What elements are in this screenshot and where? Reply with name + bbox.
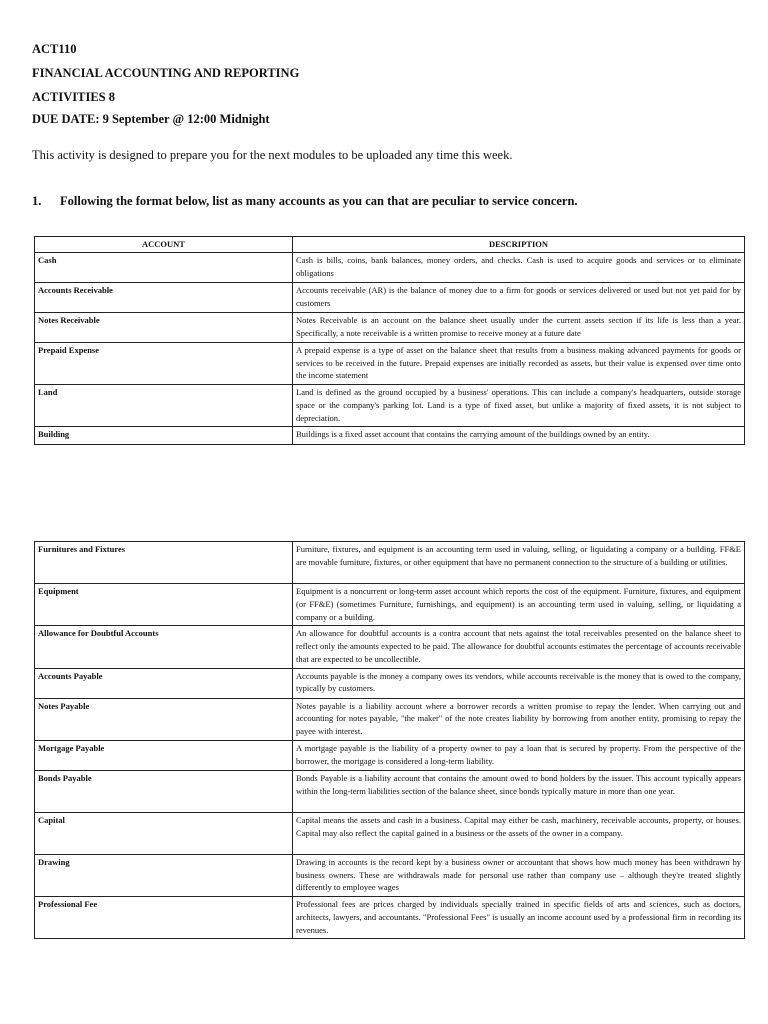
account-description: Capital means the assets and cash in a business. Capital may either be cash, machinery, receivable accounts, property, or houses. Capital may also reflect the capital gained in a business or the assets of the owner in a company. [293, 812, 745, 854]
course-code: ACT110 [32, 42, 77, 56]
account-description: Accounts receivable (AR) is the balance of money due to a firm for goods or services delivered or used but not yet paid for by customers [293, 282, 745, 312]
table-row [35, 282, 745, 312]
account-description: Furniture, fixtures, and equipment is an accounting term used in valuing, selling, or liquidating a company or a building. FF&E are movable furniture, fixtures, or other equipment that have no permanent connection to the structure of a building or utilities. [293, 542, 745, 584]
table-row [35, 740, 745, 770]
table-row [35, 897, 745, 939]
activity-title: ACTIVITIES 8 [32, 90, 116, 104]
table-row [35, 668, 745, 698]
question-number: 1. [32, 194, 42, 208]
account-description: An allowance for doubtful accounts is a contra account that nets against the total receivables presented on the balance sheet to reflect only the amounts expected to be paid. The allowance for doubtful accounts estimates the percentage of accounts receivable that are expected to be uncollectible. [293, 626, 745, 668]
due-date: DUE DATE: 9 September @ 12:00 Midnight [32, 112, 270, 126]
table-row [35, 312, 745, 342]
account-description: Equipment is a noncurrent or long-term asset account which reports the cost of the equipment. Furniture, fixtures, and equipment (or FF&E) (sometimes Furniture, furnishings, and equipment) is an accounting term used in valuing, selling, or liquidating a company or a building. [293, 584, 745, 626]
table-row [35, 626, 745, 668]
intro-text: This activity is designed to prepare you for the next modules to be uploaded any time this week. [32, 148, 513, 162]
question-text: Following the format below, list as many accounts as you can that are peculiar to service concern. [60, 194, 578, 208]
account-description: Notes payable is a liability account where a borrower records a written promise to repay the lender. When carrying out and accounting for notes payable, "the maker" of the note creates liability by borrowing from another entity, promising to repay the payee with interest. [293, 698, 745, 740]
account-name: Land [35, 385, 293, 427]
account-name: Accounts Receivable [35, 282, 293, 312]
account-name: Notes Receivable [35, 312, 293, 342]
account-name: Professional Fee [35, 897, 293, 939]
account-name: Mortgage Payable [35, 740, 293, 770]
table-row [35, 854, 745, 896]
account-description: A prepaid expense is a type of asset on the balance sheet that results from a business making advanced payments for goods or services to be received in the future. Prepaid expenses are initially recorded as assets, but their value is expensed over time onto the income statement [293, 342, 745, 384]
table-row [35, 342, 745, 384]
question-1 [32, 194, 578, 209]
account-name: Drawing [35, 854, 293, 896]
account-description: Buildings is a fixed asset account that contains the carrying amount of the buildings owned by an entity. [293, 427, 745, 445]
table-row [35, 770, 745, 812]
account-column-header: ACCOUNT [35, 237, 293, 253]
account-name: Prepaid Expense [35, 342, 293, 384]
account-name: Notes Payable [35, 698, 293, 740]
account-description: Notes Receivable is an account on the balance sheet usually under the current assets section if its life is less than a year. Specifically, a note receivable is a written promise to receive money at a future date [293, 312, 745, 342]
table-row [35, 385, 745, 427]
account-name: Capital [35, 812, 293, 854]
account-description: Drawing in accounts is the record kept by a business owner or accountant that shows how much money has been withdrawn by business owners. These are withdrawals made for personal use rather than company use – although they're treated slightly differently to employee wages [293, 854, 745, 896]
table-row [35, 812, 745, 854]
table-row [35, 542, 745, 584]
account-description: Bonds Payable is a liability account that contains the amount owed to bond holders by the issuer. This account typically appears within the long-term liabilities section of the balance sheet, since bonds typically mature in more than one year. [293, 770, 745, 812]
table-row [35, 698, 745, 740]
account-name: Building [35, 427, 293, 445]
account-name: Bonds Payable [35, 770, 293, 812]
account-name: Furnitures and Fixtures [35, 542, 293, 584]
account-description: Accounts payable is the money a company owes its vendors, while accounts receivable is the money that is owed to the company, typically by customers. [293, 668, 745, 698]
table-header-row [35, 237, 745, 253]
description-column-header: DESCRIPTION [293, 237, 745, 253]
accounts-table-2 [34, 541, 745, 939]
account-name: Allowance for Doubtful Accounts [35, 626, 293, 668]
account-description: Cash is bills, coins, bank balances, money orders, and checks. Cash is used to acquire goods and services or to eliminate obligations [293, 252, 745, 282]
table-row [35, 427, 745, 445]
account-name: Accounts Payable [35, 668, 293, 698]
account-description: A mortgage payable is the liability of a property owner to pay a loan that is secured by property. From the perspective of the borrower, the mortgage is considered a long-term liability. [293, 740, 745, 770]
accounts-table-1 [34, 236, 745, 445]
table-row [35, 584, 745, 626]
table-row [35, 252, 745, 282]
account-description: Professional fees are prices charged by individuals specially trained in specific fields of arts and sciences, such as doctors, architects, lawyers, and accountants. "Professional Fees" is usually an income account used by a professional firm in recording its revenues. [293, 897, 745, 939]
account-name: Cash [35, 252, 293, 282]
course-title: FINANCIAL ACCOUNTING AND REPORTING [32, 66, 300, 80]
account-name: Equipment [35, 584, 293, 626]
account-description: Land is defined as the ground occupied by a business' operations. This can include a company's headquarters, outside storage space or the company's parking lot. Land is a type of fixed asset, but unlike a majority of fixed assets, it is not subject to depreciation. [293, 385, 745, 427]
